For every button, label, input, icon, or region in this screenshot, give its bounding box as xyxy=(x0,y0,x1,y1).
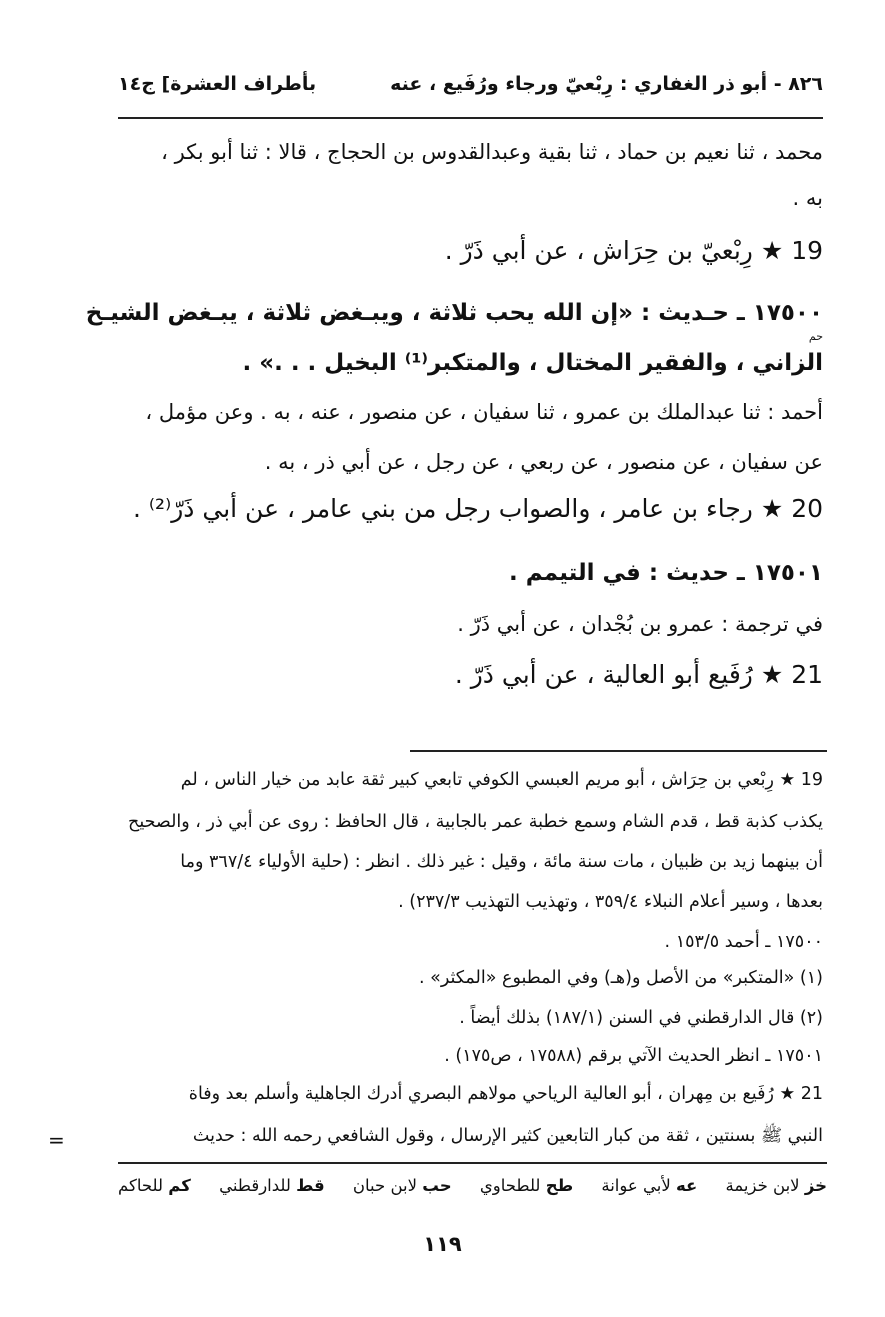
page-number: ١١٩ xyxy=(423,1232,462,1256)
text-line: عن سفيان ، عن منصور ، عن ربعي ، عن رجل ، عن أبي ذر ، به . xyxy=(264,450,823,474)
header-divider xyxy=(118,117,823,119)
footnote-line: (١) «المتكبر» من الأصل و(هـ) وفي المطبوع «المكثر» . xyxy=(418,968,823,988)
header-left: ٨٢٦ - أبو ذر الغفاري : رِبْعيّ ورجاء ورُفَيع ، عنه xyxy=(390,73,823,95)
continuation-mark: = xyxy=(48,1128,65,1152)
text-line: في ترجمة : عمرو بن بُجْدان ، عن أبي ذَرّ . xyxy=(457,612,823,636)
hm-marker: حم xyxy=(808,330,823,343)
hadith-17500-line-1: ١٧٥٠٠ ـ حـديث : «إن الله يحب ثلاثة ، ويبـغض ثلاثة ، يبـغض الشيـخ xyxy=(85,300,823,326)
running-header xyxy=(118,64,823,104)
footnote-line: أن بينهما زيد بن ظبيان ، مات سنة مائة ، وقيل : غير ذلك . انظر : (حلية الأولياء ٣٦٧/٤ وما xyxy=(180,852,823,872)
abbreviation-item: خز لابن خزيمة xyxy=(725,1176,827,1195)
footnote-line: (٢) قال الدارقطني في السنن (١٨٧/١) بذلك أيضاً . xyxy=(459,1008,823,1028)
footnote-divider xyxy=(410,750,827,752)
text-line: أحمد : ثنا عبدالملك بن عمرو ، ثنا سفيان ، عن منصور ، عنه ، به . وعن مؤمل ، xyxy=(145,400,823,424)
entry-heading-21: 21 ★ رُفَيع أبو العالية ، عن أبي ذَرّ . xyxy=(454,660,823,689)
entry-heading-19: 19 ★ رِبْعيّ بن حِرَاش ، عن أبي ذَرّ . xyxy=(444,236,823,265)
abbreviation-item: حب لابن حبان xyxy=(352,1176,452,1195)
abbreviation-item: قط للدارقطني xyxy=(219,1176,325,1195)
text-line: به . xyxy=(792,186,823,210)
abbreviation-item: كم للحاكم xyxy=(118,1176,191,1195)
footnote-line: يكذب كذبة قط ، قدم الشام وسمع خطبة عمر بالجابية ، قال الحافظ : روى عن أبي ذر ، والصحيح xyxy=(128,812,823,832)
footnote-line: النبي ﷺ بسنتين ، ثقة من كبار التابعين كثير الإرسال ، وقول الشافعي رحمه الله : حديث xyxy=(192,1126,823,1146)
footnote-line: ١٧٥٠١ ـ انظر الحديث الآتي برقم (١٧٥٨٨ ، ص١٧٥) . xyxy=(444,1046,823,1066)
header-right: بأطراف العشرة] ج١٤ xyxy=(118,73,317,95)
footnote-line: ١٧٥٠٠ ـ أحمد ١٥٣/٥ . xyxy=(664,932,823,952)
footnote-line: بعدها ، وسير أعلام النبلاء ٣٥٩/٤ ، وتهذيب التهذيب ٢٣٧/٣) . xyxy=(398,892,823,912)
hadith-17501: ١٧٥٠١ ـ حديث : في التيمم . xyxy=(509,560,823,586)
footnote-line: 19 ★ رِبْعي بن حِرَاش ، أبو مريم العبسي الكوفي تابعي كبير ثقة عابد من خيار الناس ، لم xyxy=(180,770,823,790)
text-line: محمد ، ثنا نعيم بن حماد ، ثنا بقية وعبدالقدوس بن الحجاج ، قالا : ثنا أبو بكر ، xyxy=(161,140,823,164)
abbreviations-legend xyxy=(118,1176,827,1206)
abbreviation-item: طح للطحاوي xyxy=(479,1176,574,1195)
abbreviation-item: عه لأبي عوانة xyxy=(601,1176,698,1195)
footnote-line: 21 ★ رُفَيع بن مِهران ، أبو العالية الرياحي مولاهم البصري أدرك الجاهلية وأسلم بعد وفاة xyxy=(188,1084,823,1104)
abbreviations-divider xyxy=(118,1162,827,1164)
entry-heading-20: 20 ★ رجاء بن عامر ، والصواب رجل من بني عامر ، عن أبي ذَرّ⁽²⁾ . xyxy=(133,494,823,523)
hadith-17500-line-2: الزاني ، والفقير المختال ، والمتكبر⁽¹⁾ البخيل . . .» . xyxy=(242,350,823,376)
